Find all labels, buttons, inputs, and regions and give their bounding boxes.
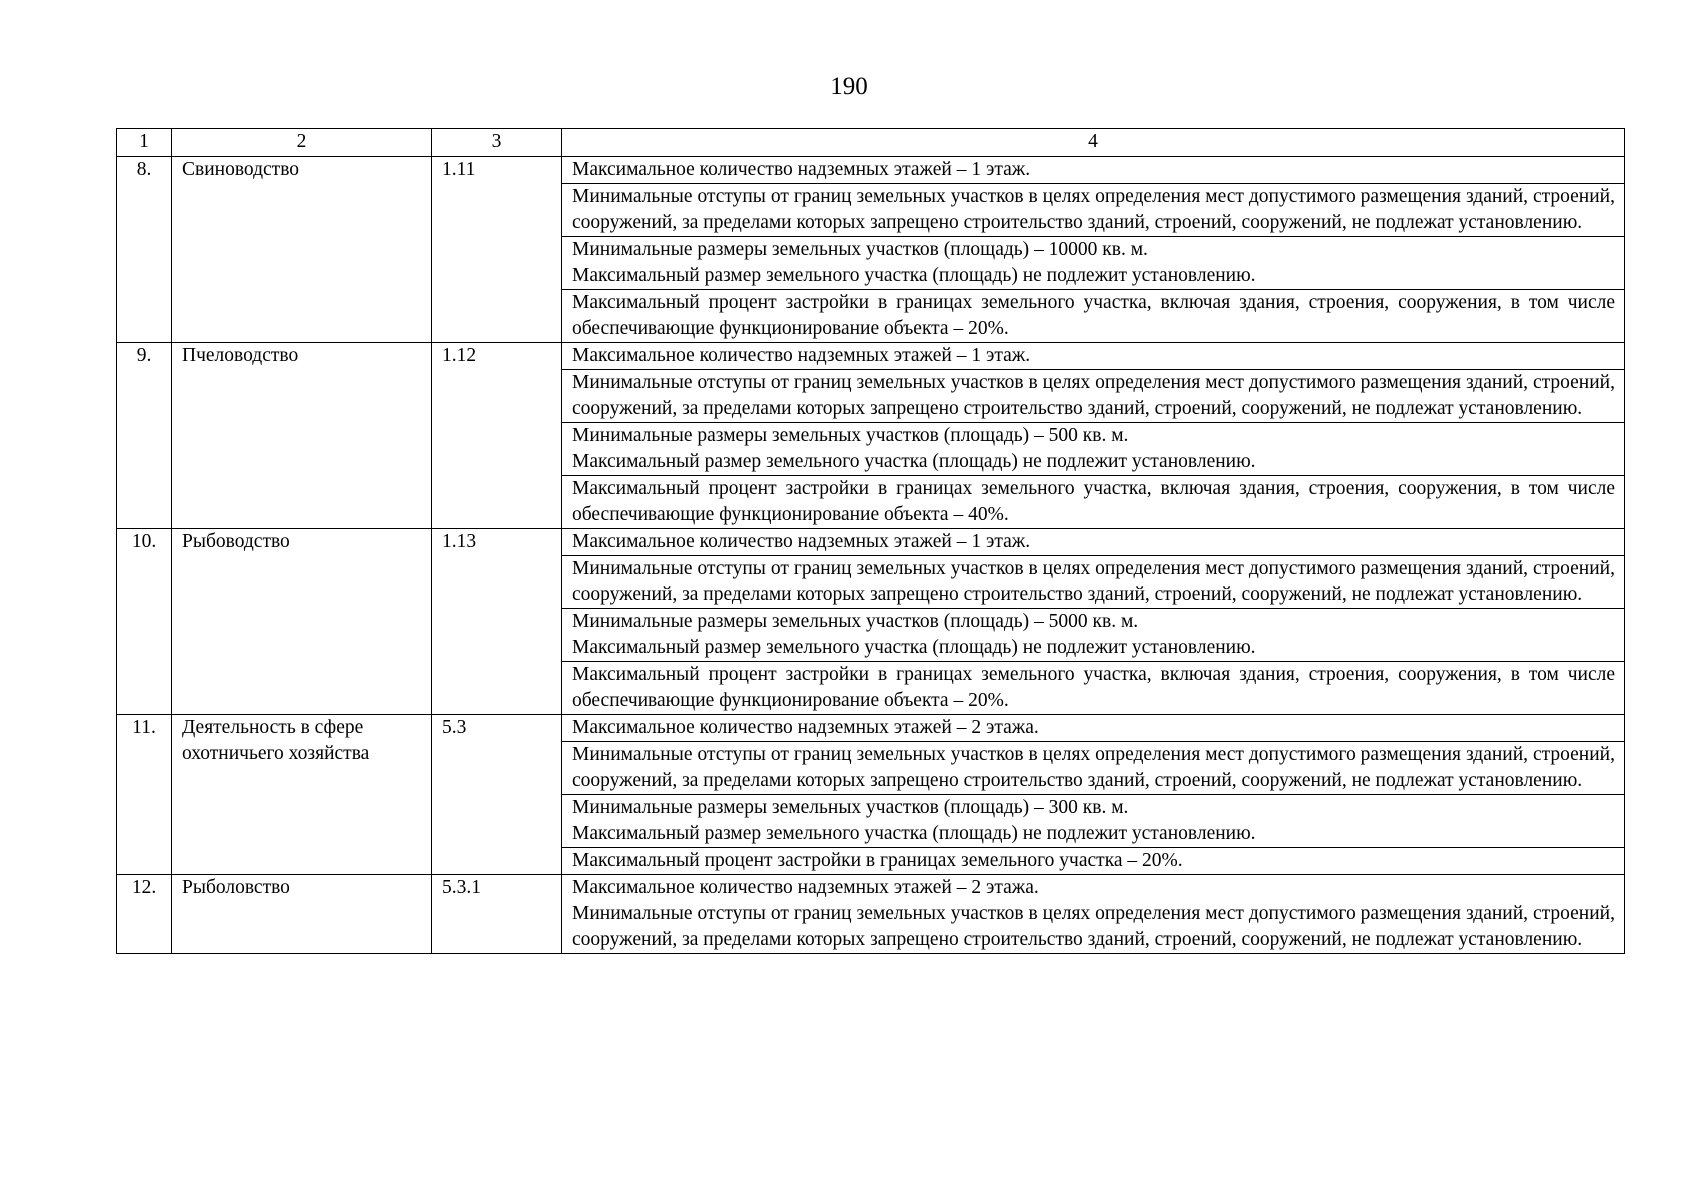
parameter-text: Минимальные отступы от границ земельных участков в целях определения мест допустимого размещения зданий, строений, сооружений, за пределами которых запрещено строительство зданий, строений, сооружений, не подлежат установлению.	[572, 744, 1615, 791]
table-body	[117, 129, 1625, 954]
parameter-text: Максимальный процент застройки в границах земельного участка, включая здания, строения, сооружения, в том числе обеспечивающие функционирование объекта – 20%.	[572, 292, 1615, 339]
header-cell-3: 3	[432, 129, 562, 157]
parameter-text: Максимальное количество надземных этажей – 1 этаж.	[572, 159, 1031, 180]
land-use-code: 1.12	[432, 343, 562, 529]
parameter-text: Максимальный размер земельного участка (площадь) не подлежит установлению.	[572, 637, 1256, 658]
parameter-cell	[562, 423, 1625, 476]
parameter-cell	[562, 795, 1625, 848]
parameter-text: Минимальные отступы от границ земельных участков в целях определения мест допустимого размещения зданий, строений, сооружений, за пределами которых запрещено строительство зданий, строений, сооружений, не подлежат установлению.	[572, 372, 1615, 419]
header-cell-4: 4	[562, 129, 1625, 157]
parameter-cell	[562, 237, 1625, 290]
parameter-cell	[562, 875, 1625, 954]
row-number: 12.	[117, 875, 172, 954]
parameter-text: Максимальное количество надземных этажей – 1 этаж.	[572, 531, 1031, 552]
parameter-text: Максимальный размер земельного участка (площадь) не подлежит установлению.	[572, 823, 1256, 844]
parameter-cell	[562, 742, 1625, 795]
parameter-text: Максимальный процент застройки в границах земельного участка – 20%.	[572, 850, 1183, 871]
parameter-text: Минимальные размеры земельных участков (площадь) – 300 кв. м.	[572, 797, 1129, 818]
parameter-cell	[562, 609, 1625, 662]
parameter-text: Минимальные размеры земельных участков (площадь) – 500 кв. м.	[572, 425, 1129, 446]
table-header-row	[117, 129, 1625, 157]
land-use-name: Рыболовство	[172, 875, 432, 954]
parameter-text: Максимальный процент застройки в границах земельного участка, включая здания, строения, сооружения, в том числе обеспечивающие функционирование объекта – 20%.	[572, 664, 1615, 711]
parameter-cell	[562, 556, 1625, 609]
land-use-code: 5.3	[432, 715, 562, 875]
land-use-name: Свиноводство	[172, 157, 432, 343]
table-row	[117, 157, 1625, 184]
parameter-text: Максимальное количество надземных этажей – 2 этажа.	[572, 877, 1039, 898]
page-number: 190	[830, 73, 868, 100]
parameter-cell	[562, 157, 1625, 184]
table-row	[117, 875, 1625, 954]
table-row	[117, 715, 1625, 742]
land-use-name: Рыбоводство	[172, 529, 432, 715]
land-use-name: Пчеловодство	[172, 343, 432, 529]
header-cell-1: 1	[117, 129, 172, 157]
header-cell-2: 2	[172, 129, 432, 157]
land-use-code: 1.11	[432, 157, 562, 343]
parameter-text: Минимальные отступы от границ земельных участков в целях определения мест допустимого размещения зданий, строений, сооружений, за пределами которых запрещено строительство зданий, строений, сооружений, не подлежат установлению.	[572, 186, 1615, 233]
parameter-cell	[562, 715, 1625, 742]
parameter-cell	[562, 529, 1625, 556]
parameter-cell	[562, 476, 1625, 529]
table-row	[117, 343, 1625, 370]
parameter-text: Максимальный размер земельного участка (площадь) не подлежит установлению.	[572, 265, 1256, 286]
parameter-cell	[562, 370, 1625, 423]
parameter-cell	[562, 184, 1625, 237]
parameter-text: Максимальное количество надземных этажей – 1 этаж.	[572, 345, 1031, 366]
parameter-text: Минимальные размеры земельных участков (площадь) – 5000 кв. м.	[572, 611, 1139, 632]
parameter-cell	[562, 662, 1625, 715]
row-number: 8.	[117, 157, 172, 343]
parameter-text: Максимальный процент застройки в границах земельного участка, включая здания, строения, сооружения, в том числе обеспечивающие функционирование объекта – 40%.	[572, 478, 1615, 525]
parameter-cell	[562, 343, 1625, 370]
parameter-text: Минимальные отступы от границ земельных участков в целях определения мест допустимого размещения зданий, строений, сооружений, за пределами которых запрещено строительство зданий, строений, сооружений, не подлежат установлению.	[572, 558, 1615, 605]
land-use-code: 1.13	[432, 529, 562, 715]
row-number: 9.	[117, 343, 172, 529]
parameter-text: Минимальные размеры земельных участков (площадь) – 10000 кв. м.	[572, 239, 1148, 260]
table-row	[117, 529, 1625, 556]
row-number: 10.	[117, 529, 172, 715]
land-use-name: Деятельность в сфере охотничьего хозяйства	[172, 715, 432, 875]
parameter-text: Минимальные отступы от границ земельных участков в целях определения мест допустимого размещения зданий, строений, сооружений, за пределами которых запрещено строительство зданий, строений, сооружений, не подлежат установлению.	[572, 903, 1615, 950]
regulations-table	[116, 128, 1625, 954]
parameter-cell	[562, 848, 1625, 875]
parameter-cell	[562, 290, 1625, 343]
parameter-text: Максимальный размер земельного участка (площадь) не подлежит установлению.	[572, 451, 1256, 472]
land-use-code: 5.3.1	[432, 875, 562, 954]
parameter-text: Максимальное количество надземных этажей – 2 этажа.	[572, 717, 1039, 738]
row-number: 11.	[117, 715, 172, 875]
